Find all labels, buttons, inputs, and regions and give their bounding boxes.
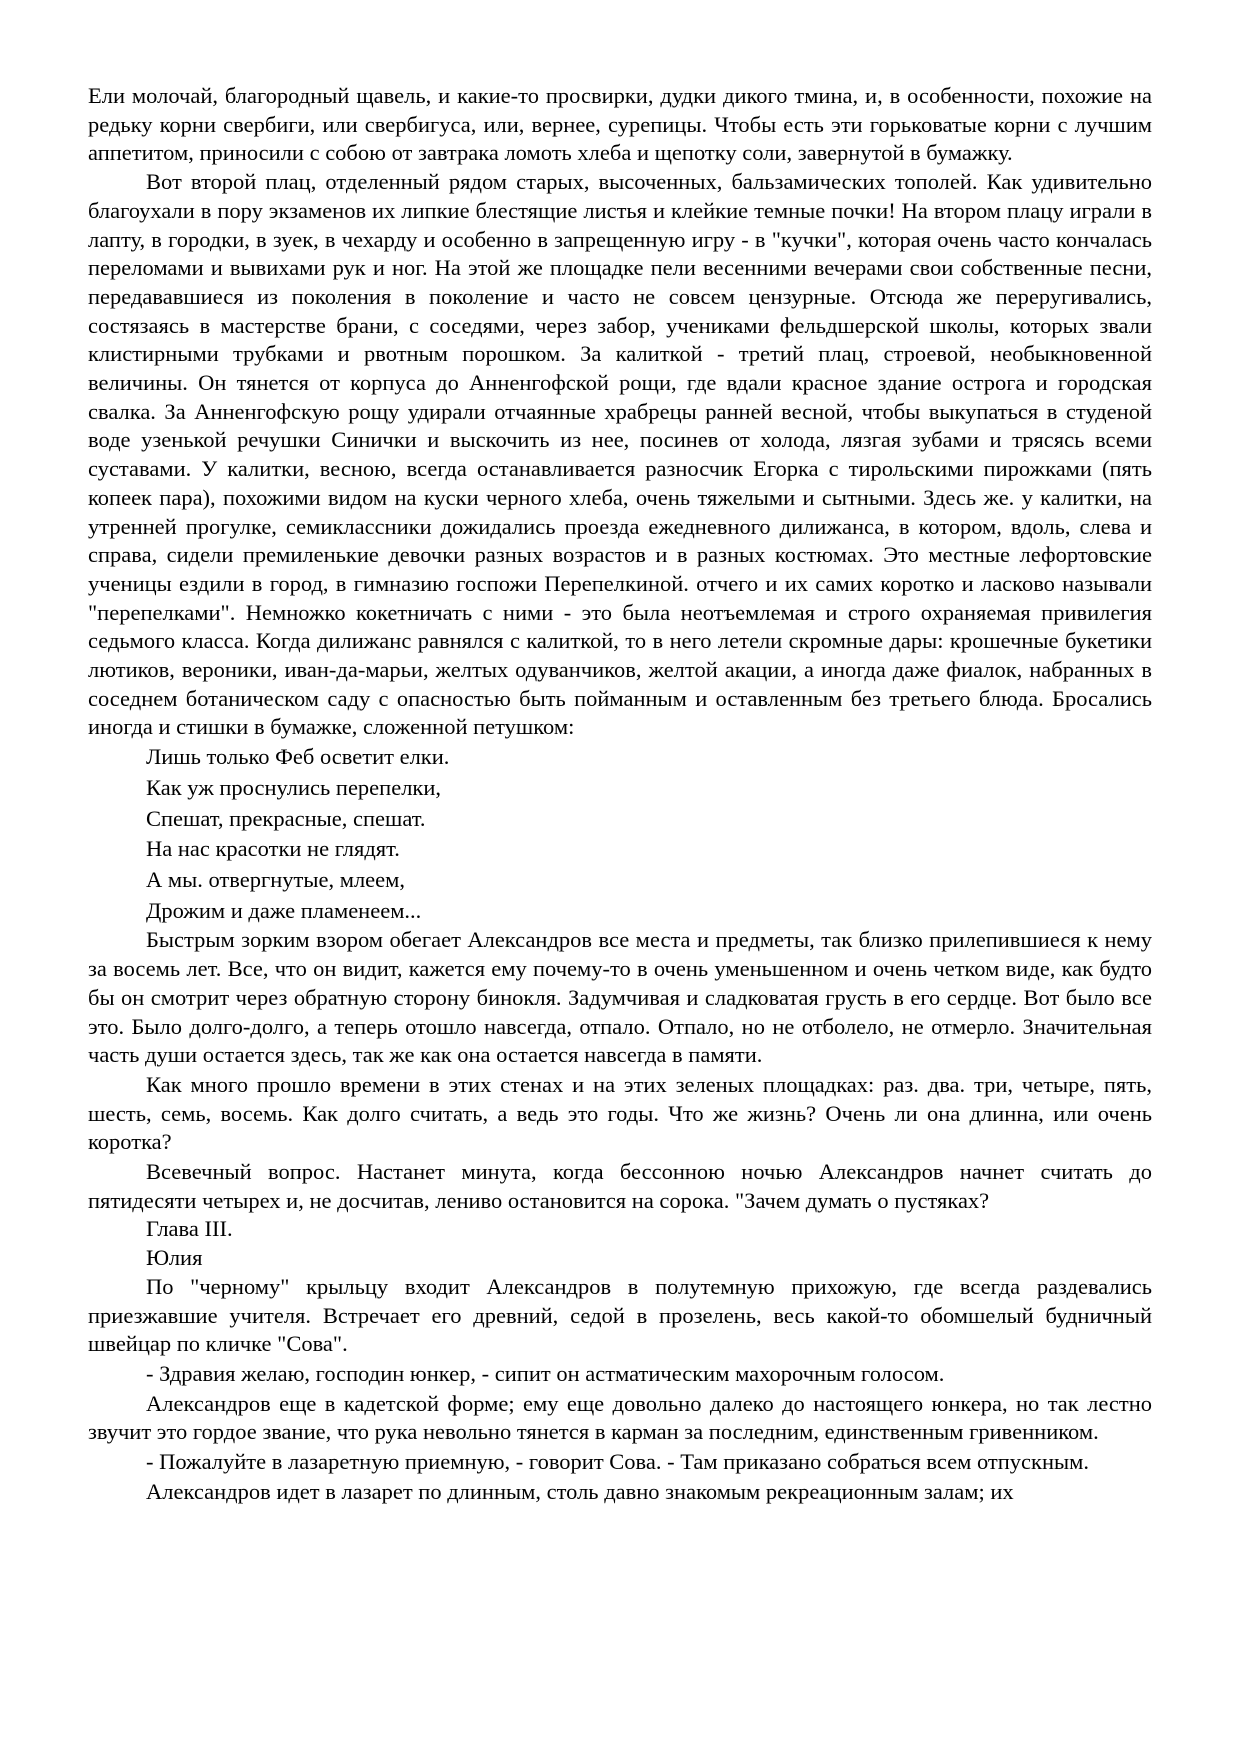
paragraph: - Пожалуйте в лазаретную приемную, - говорит Сова. - Там приказано собраться всем отпускным. bbox=[146, 1449, 1089, 1475]
chapter-title: Юлия bbox=[146, 1245, 203, 1271]
verse-line: Дрожим и даже пламенеем... bbox=[146, 897, 422, 923]
chapter-number: Глава III. bbox=[146, 1216, 233, 1242]
paragraph: Александров идет в лазарет по длинным, столь давно знакомым рекреационным залам; их bbox=[146, 1478, 1014, 1504]
verse-block bbox=[88, 742, 1152, 926]
document-page bbox=[88, 82, 1152, 1506]
verse-line: На нас красотки не глядят. bbox=[146, 836, 400, 862]
paragraph: Вот второй плац, отделенный рядом старых, высоченных, бальзамических тополей. Как удивительно благоухали в пору экзаменов их липкие блестящие листья и клейкие темные почки! На втором плацу играли в лапту, в городки, в зуек, в чехарду и особенно в запрещенную игру - в "кучки", которая очень часто кончалась переломами и вывихами рук и ног. На этой же площадке пели весенними вечерами свои собственные песни, передававшиеся из поколения в поколение и часто не совсем цензурные. Отсюда же переругивались, состязаясь в мастерстве брани, с соседями, через забор, учениками фельдшерской школы, которых звали клистирными трубками и рвотным порошком. За калиткой - третий плац, строевой, необыкновенной величины. Он тянется от корпуса до Анненгофской рощи, где вдали красное здание острога и городская свалка. За Анненгофскую рощу удирали отчаянные храбрецы ранней весной, чтобы выкупаться в студеной воде узенькой речушки Синички и выскочить из нее, посинев от холода, лязгая зубами и трясясь всеми суставами. У калитки, весною, всегда останавливается разносчик Егорка с тирольскими пирожками (пять копеек пара), похожими видом на куски черного хлеба, очень тяжелыми и сытными. Здесь же. у калитки, на утренней прогулке, семиклассники дожидались проезда ежедневного дилижанса, в котором, вдоль, слева и справа, сидели премиленькие девочки разных возрастов и в разных костюмах. Это местные лефортовские ученицы ездили в город, в гимназию госпожи Перепелкиной. отчего и их самих коротко и ласково называли "перепелками". Немножко кокетничать с ними - это была неотъемлемая и строго охраняемая привилегия седьмого класса. Когда дилижанс равнялся с калиткой, то в него летели скромные дары: крошечные букетики лютиков, вероники, иван-да-марьи, желтых одуванчиков, желтой акации, а иногда даже фиалок, набранных в соседнем ботаническом саду с опасностью быть пойманным и оставленным без третьего блюда. Бросались иногда и стишки в бумажке, сложенной петушком: bbox=[88, 169, 1152, 740]
verse-line: А мы. отвергнутые, млеем, bbox=[146, 866, 406, 892]
paragraph: Как много прошло времени в этих стенах и на этих зеленых площадках: раз. два. три, четыре, пять, шесть, семь, восемь. Как долго считать, а ведь это годы. Что же жизнь? Очень ли она длинна, или очень коротка? bbox=[88, 1071, 1152, 1155]
verse-line: Как уж проснулись перепелки, bbox=[146, 774, 442, 800]
verse-line: Лишь только Феб осветит елки. bbox=[146, 744, 450, 770]
paragraph: Ели молочай, благородный щавель, и какие-то просвирки, дудки дикого тмина, и, в особенности, похожие на редьку корни свербиги, или свербигуса, или, вернее, сурепицы. Чтобы есть эти горьковатые корни с лучшим аппетитом, приносили с собою от завтрака ломоть хлеба и щепотку соли, завернутой в бумажку. bbox=[88, 83, 1152, 166]
paragraph: - Здравия желаю, господин юнкер, - сипит он астматическим махорочным голосом. bbox=[146, 1360, 945, 1386]
paragraph: Александров еще в кадетской форме; ему еще довольно далеко до настоящего юнкера, но так лестно звучит это гордое звание, что рука невольно тянется в карман за последним, единственным гривенником. bbox=[88, 1390, 1152, 1445]
paragraph: По "черному" крыльцу входит Александров в полутемную прихожую, где всегда раздевались приезжавшие учителя. Встречает его древний, седой в прозелень, весь какой-то обомшелый будничный швейцар по кличке "Сова". bbox=[88, 1273, 1152, 1357]
verse-line: Спешат, прекрасные, спешат. bbox=[146, 805, 426, 831]
paragraph: Всевечный вопрос. Настанет минута, когда бессонною ночью Александров начнет считать до пятидесяти четырех и, не досчитав, лениво остановится на сорока. "Зачем думать о пустяках? bbox=[88, 1159, 1152, 1213]
paragraph: Быстрым зорким взором обегает Александров все места и предметы, так близко прилепившиеся к нему за восемь лет. Все, что он видит, кажется ему почему-то в очень уменьшенном и очень четком виде, как будто бы он смотрит через обратную сторону бинокля. Задумчивая и сладковатая грусть в его сердце. Вот было все это. Было долго-долго, а теперь отошло навсегда, отпало. Отпало, но не отболело, не отмерло. Значительная часть души остается здесь, так же как она остается навсегда в памяти. bbox=[88, 927, 1152, 1068]
